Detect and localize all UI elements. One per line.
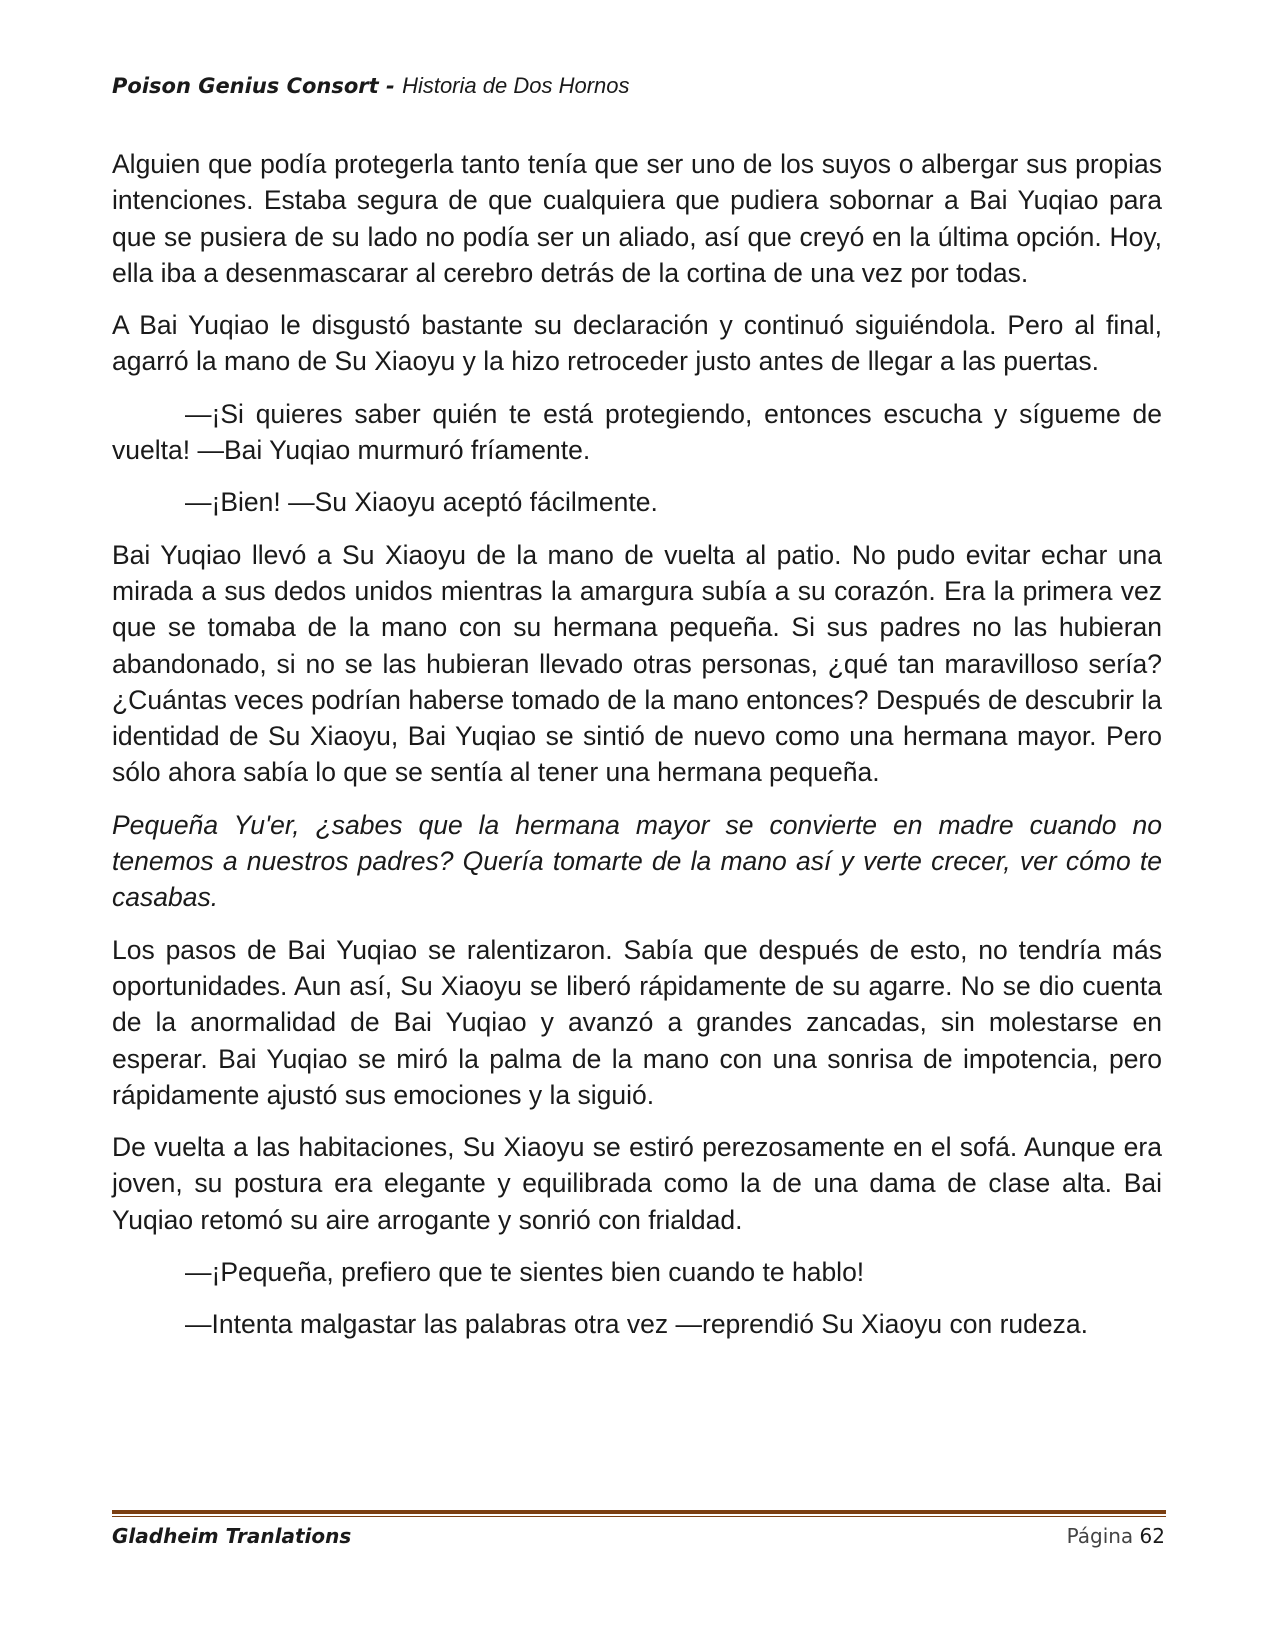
book-title: Poison Genius Consort: [112, 74, 379, 98]
thought-paragraph: Pequeña Yu'er, ¿sabes que la hermana mayor se convierte en madre cuando no tenemos a nuestros padres? Quería tomarte de la mano así y verte crecer, ver cómo te casabas.: [112, 809, 1162, 913]
page-number: [1067, 1524, 1165, 1548]
running-header: [112, 73, 630, 99]
paragraph: Bai Yuqiao llevó a Su Xiaoyu de la mano de vuelta al patio. No pudo evitar echar una mirada a sus dedos unidos mientras la amargura subía a su corazón. Era la primera vez que se tomaba de la mano con su hermana pequeña. Si sus padres no las hubieran abandonado, si no se las hubieran llevado otras personas, ¿qué tan maravilloso sería? ¿Cuántas veces podrían haberse tomado de la mano entonces? Después de descubrir la identidad de Su Xiaoyu, Bai Yuqiao se sintió de nuevo como una hermana mayor. Pero sólo ahora sabía lo que se sentía al tener una hermana pequeña.: [112, 539, 1162, 788]
footer-divider: [112, 1510, 1166, 1517]
paragraph: Los pasos de Bai Yuqiao se ralentizaron. Sabía que después de esto, no tendría más oportunidades. Aun así, Su Xiaoyu se liberó rápidamente de su agarre. No se dio cuenta de la anormalidad de Bai Yuqiao y avanzó a grandes zancadas, sin molestarse en esperar. Bai Yuqiao se miró la palma de la mano con una sonrisa de impotencia, pero rápidamente ajustó sus emociones y la siguió.: [112, 934, 1162, 1110]
paragraph: A Bai Yuqiao le disgustó bastante su declaración y continuó siguiéndola. Pero al final, agarró la mano de Su Xiaoyu y la hizo retroceder justo antes de llegar a las puertas.: [112, 310, 1162, 377]
paragraph: Alguien que podía protegerla tanto tenía que ser uno de los suyos o albergar sus propias intenciones. Estaba segura de que cualquiera que pudiera sobornar a Bai Yuqiao para que se pusiera de su lado no podía ser un aliado, así que creyó en la última opción. Hoy, ella iba a desenmascarar al cerebro detrás de la cortina de una vez por todas.: [112, 149, 1162, 288]
dialogue-paragraph: —Intenta malgastar las palabras otra vez —reprendió Su Xiaoyu con rudeza.: [185, 1309, 1088, 1340]
chapter-title: Historia de Dos Hornos: [402, 73, 630, 98]
publisher-name: Gladheim Tranlations: [112, 1524, 352, 1548]
header-separator: -: [386, 74, 395, 98]
page-label: Página: [1066, 1524, 1134, 1548]
dialogue-paragraph: —¡Si quieres saber quién te está protegiendo, entonces escucha y sígueme de vuelta! —Bai Yuqiao murmuró fríamente.: [112, 398, 1162, 466]
paragraph: De vuelta a las habitaciones, Su Xiaoyu se estiró perezosamente en el sofá. Aunque era joven, su postura era elegante y equilibrada como la de una dama de clase alta. Bai Yuqiao retomó su aire arrogante y sonrió con frialdad.: [112, 1132, 1162, 1235]
page-number-value: 62: [1139, 1524, 1165, 1548]
page-body: [112, 146, 1162, 1359]
dialogue-paragraph: —¡Pequeña, prefiero que te sientes bien cuando te hablo!: [185, 1257, 865, 1288]
dialogue-paragraph: —¡Bien! —Su Xiaoyu aceptó fácilmente.: [185, 487, 658, 518]
